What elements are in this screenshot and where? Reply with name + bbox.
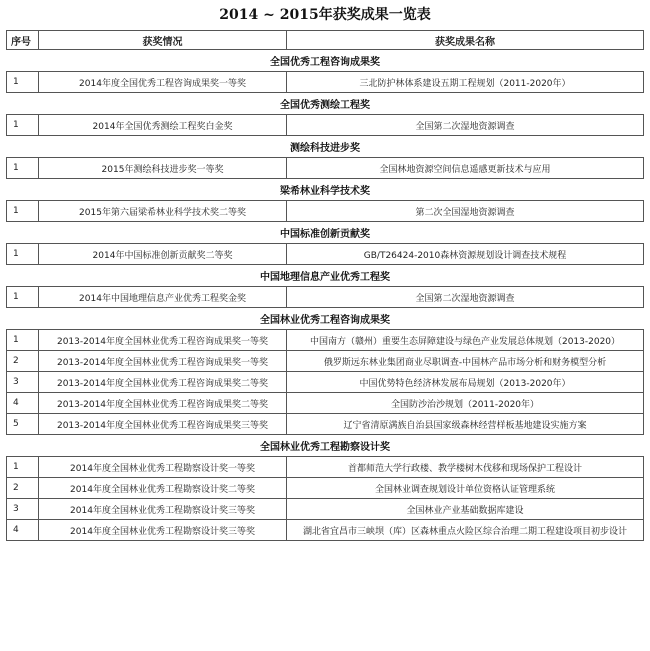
table-row <box>7 201 644 222</box>
row-project: 全国林地资源空间信息遥感更新技术与应用 <box>287 158 644 179</box>
row-project: 第二次全国湿地资源调查 <box>287 201 644 222</box>
row-award: 2013-2014年度全国林业优秀工程咨询成果奖一等奖 <box>39 351 287 372</box>
row-award: 2013-2014年度全国林业优秀工程咨询成果奖一等奖 <box>39 330 287 351</box>
table-row <box>7 499 644 520</box>
section-title: 全国优秀工程咨询成果奖 <box>7 50 644 72</box>
row-serial: 3 <box>7 372 39 393</box>
table-row <box>7 457 644 478</box>
row-award: 2014年中国地理信息产业优秀工程奖金奖 <box>39 287 287 308</box>
table-row <box>7 414 644 435</box>
section-row <box>7 435 644 457</box>
row-award: 2014年中国标准创新贡献奖二等奖 <box>39 244 287 265</box>
row-serial: 1 <box>7 330 39 351</box>
table-row <box>7 158 644 179</box>
row-serial: 1 <box>7 287 39 308</box>
table-row <box>7 351 644 372</box>
row-project: 中国优势特色经济林发展布局规划（2013-2020年） <box>287 372 644 393</box>
row-project: 湖北省宜昌市三峡坝（库）区森林重点火险区综合治理二期工程建设项目初步设计 <box>287 520 644 541</box>
row-serial: 1 <box>7 158 39 179</box>
table-row <box>7 287 644 308</box>
row-award: 2015年测绘科技进步奖一等奖 <box>39 158 287 179</box>
row-project: 中国南方（赣州）重要生态屏障建设与绿色产业发展总体规划（2013-2020） <box>287 330 644 351</box>
row-serial: 1 <box>7 201 39 222</box>
section-title: 中国地理信息产业优秀工程奖 <box>7 265 644 287</box>
row-serial: 1 <box>7 244 39 265</box>
row-serial: 4 <box>7 520 39 541</box>
row-award: 2013-2014年度全国林业优秀工程咨询成果奖三等奖 <box>39 414 287 435</box>
table-row <box>7 115 644 136</box>
document-title: 2014 ~ 2015年获奖成果一览表 <box>219 7 431 23</box>
row-award: 2014年度全国林业优秀工程勘察设计奖一等奖 <box>39 457 287 478</box>
row-serial: 1 <box>7 457 39 478</box>
row-award: 2013-2014年度全国林业优秀工程咨询成果奖二等奖 <box>39 372 287 393</box>
section-title: 梁希林业科学技术奖 <box>7 179 644 201</box>
table-header-row <box>7 31 644 50</box>
row-project: 全国防沙治沙规划（2011-2020年） <box>287 393 644 414</box>
section-row <box>7 136 644 158</box>
table-row <box>7 330 644 351</box>
table-row <box>7 372 644 393</box>
row-serial: 2 <box>7 351 39 372</box>
header-award: 获奖情况 <box>39 31 287 50</box>
row-project: 辽宁省清原满族自治县国家级森林经营样板基地建设实施方案 <box>287 414 644 435</box>
section-row <box>7 93 644 115</box>
row-award: 2015年第六届梁希林业科学技术奖二等奖 <box>39 201 287 222</box>
awards-table <box>6 30 644 541</box>
table-row <box>7 393 644 414</box>
row-award: 2014年度全国林业优秀工程勘察设计奖三等奖 <box>39 499 287 520</box>
section-title: 全国优秀测绘工程奖 <box>7 93 644 115</box>
section-title: 全国林业优秀工程咨询成果奖 <box>7 308 644 330</box>
section-row <box>7 179 644 201</box>
row-serial: 5 <box>7 414 39 435</box>
row-project: GB/T26424-2010森林资源规划设计调查技术规程 <box>287 244 644 265</box>
section-row <box>7 50 644 72</box>
section-title: 中国标准创新贡献奖 <box>7 222 644 244</box>
header-serial: 序号 <box>7 31 39 50</box>
row-project: 三北防护林体系建设五期工程规划（2011-2020年） <box>287 72 644 93</box>
section-title: 全国林业优秀工程勘察设计奖 <box>7 435 644 457</box>
row-project: 俄罗斯远东林业集团商业尽职调查-中国林产品市场分析和财务模型分析 <box>287 351 644 372</box>
row-award: 2014年度全国林业优秀工程勘察设计奖三等奖 <box>39 520 287 541</box>
table-row <box>7 478 644 499</box>
row-project: 首都师范大学行政楼、教学楼树木伐移和现场保护工程设计 <box>287 457 644 478</box>
table-row <box>7 72 644 93</box>
row-serial: 1 <box>7 115 39 136</box>
row-award: 2014年全国优秀测绘工程奖白金奖 <box>39 115 287 136</box>
table-row <box>7 244 644 265</box>
section-row <box>7 308 644 330</box>
row-award: 2013-2014年度全国林业优秀工程咨询成果奖二等奖 <box>39 393 287 414</box>
section-row <box>7 265 644 287</box>
section-row <box>7 222 644 244</box>
row-serial: 1 <box>7 72 39 93</box>
header-project: 获奖成果名称 <box>287 31 644 50</box>
row-project: 全国第二次湿地资源调查 <box>287 287 644 308</box>
row-serial: 3 <box>7 499 39 520</box>
row-award: 2014年度全国林业优秀工程勘察设计奖二等奖 <box>39 478 287 499</box>
row-serial: 2 <box>7 478 39 499</box>
row-award: 2014年度全国优秀工程咨询成果奖一等奖 <box>39 72 287 93</box>
row-serial: 4 <box>7 393 39 414</box>
table-body <box>7 50 644 541</box>
section-title: 测绘科技进步奖 <box>7 136 644 158</box>
table-row <box>7 520 644 541</box>
row-project: 全国第二次湿地资源调查 <box>287 115 644 136</box>
row-project: 全国林业调查规划设计单位资格认证管理系统 <box>287 478 644 499</box>
row-project: 全国林业产业基础数据库建设 <box>287 499 644 520</box>
